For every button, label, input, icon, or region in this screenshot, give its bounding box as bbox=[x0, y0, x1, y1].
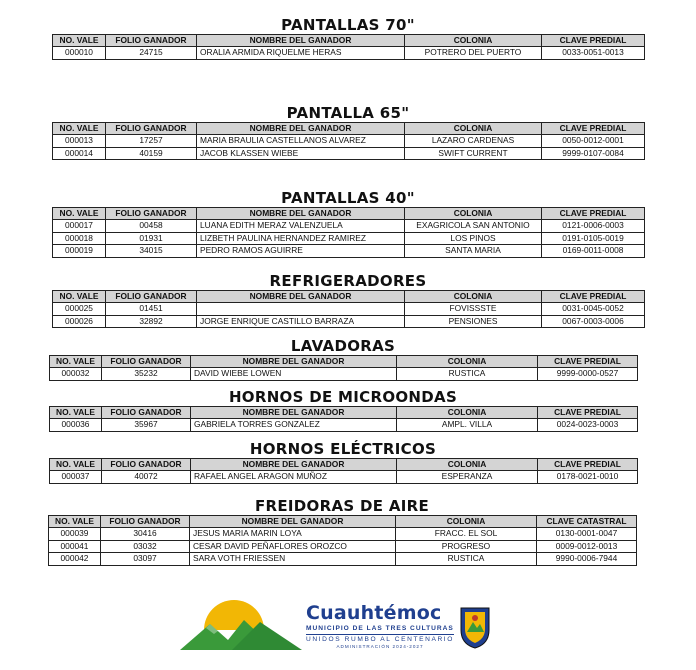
cell-clave: 0067-0003-0006 bbox=[542, 315, 645, 327]
section-freidoras-aire bbox=[48, 497, 636, 566]
cell-no-vale: 000039 bbox=[49, 528, 101, 540]
cell-colonia: ESPERANZA bbox=[397, 471, 538, 483]
cell-no-vale: 000041 bbox=[49, 540, 101, 552]
table-row bbox=[53, 220, 645, 232]
cell-clave: 0009-0012-0013 bbox=[537, 540, 637, 552]
col-header-nombre: NOMBRE DEL GANADOR bbox=[197, 208, 405, 220]
col-header-nombre: NOMBRE DEL GANADOR bbox=[197, 123, 405, 135]
cell-folio: 03032 bbox=[101, 540, 190, 552]
table-row bbox=[49, 540, 637, 552]
col-header-folio: FOLIO GANADOR bbox=[102, 459, 191, 471]
cell-nombre: MARIA BRAULIA CASTELLANOS ALVAREZ bbox=[197, 135, 405, 147]
section-title: LAVADORAS bbox=[290, 337, 396, 355]
col-header-clave: CLAVE PREDIAL bbox=[538, 407, 638, 419]
section-pantallas-40 bbox=[52, 189, 644, 258]
cell-no-vale: 000032 bbox=[50, 368, 102, 380]
col-header-folio: FOLIO GANADOR bbox=[101, 516, 190, 528]
cell-folio: 03097 bbox=[101, 553, 190, 565]
cell-no-vale: 000042 bbox=[49, 553, 101, 565]
cell-clave: 9999-0107-0084 bbox=[542, 147, 645, 159]
cell-no-vale: 000019 bbox=[53, 245, 106, 257]
cell-nombre: JACOB KLASSEN WIEBE bbox=[197, 147, 405, 159]
cell-clave: 0191-0105-0019 bbox=[542, 232, 645, 244]
table-row bbox=[50, 368, 638, 380]
cell-nombre: JESUS MARIA MARIN LOYA bbox=[190, 528, 396, 540]
col-header-folio: FOLIO GANADOR bbox=[106, 35, 197, 47]
table-header-row bbox=[49, 516, 637, 528]
col-header-colonia: COLONIA bbox=[396, 516, 537, 528]
col-header-no-vale: NO. VALE bbox=[50, 459, 102, 471]
cell-no-vale: 000026 bbox=[53, 315, 106, 327]
cell-colonia: POTRERO DEL PUERTO bbox=[405, 47, 542, 59]
cell-colonia: RUSTICA bbox=[396, 553, 537, 565]
cell-no-vale: 000010 bbox=[53, 47, 106, 59]
table-header-row bbox=[50, 356, 638, 368]
col-header-clave: CLAVE PREDIAL bbox=[542, 291, 645, 303]
col-header-clave: CLAVE PREDIAL bbox=[538, 459, 638, 471]
cell-no-vale: 000014 bbox=[53, 147, 106, 159]
winners-table bbox=[52, 122, 645, 160]
cell-clave: 0031-0045-0052 bbox=[542, 303, 645, 315]
section-title: HORNOS ELÉCTRICOS bbox=[249, 440, 437, 458]
col-header-no-vale: NO. VALE bbox=[53, 35, 106, 47]
winners-table bbox=[52, 207, 645, 258]
cell-folio: 24715 bbox=[106, 47, 197, 59]
cell-folio: 40159 bbox=[106, 147, 197, 159]
cell-nombre bbox=[197, 303, 405, 315]
cell-clave: 9999-0000-0527 bbox=[538, 368, 638, 380]
col-header-nombre: NOMBRE DEL GANADOR bbox=[190, 516, 396, 528]
cell-nombre: GABRIELA TORRES GONZALEZ bbox=[191, 419, 397, 431]
col-header-no-vale: NO. VALE bbox=[53, 123, 106, 135]
table-row bbox=[49, 553, 637, 565]
col-header-no-vale: NO. VALE bbox=[50, 407, 102, 419]
section-title: REFRIGERADORES bbox=[269, 272, 427, 290]
table-row bbox=[53, 245, 645, 257]
table-header-row bbox=[50, 407, 638, 419]
cell-clave: 0178-0021-0010 bbox=[538, 471, 638, 483]
cell-clave: 0130-0001-0047 bbox=[537, 528, 637, 540]
winners-table bbox=[52, 290, 645, 328]
cell-nombre: CESAR DAVID PEÑAFLORES OROZCO bbox=[190, 540, 396, 552]
cell-clave: 0033-0051-0013 bbox=[542, 47, 645, 59]
col-header-clave: CLAVE PREDIAL bbox=[538, 356, 638, 368]
col-header-nombre: NOMBRE DEL GANADOR bbox=[191, 459, 397, 471]
cell-no-vale: 000025 bbox=[53, 303, 106, 315]
section-hornos-microondas bbox=[49, 388, 637, 432]
cell-colonia: AMPL. VILLA bbox=[397, 419, 538, 431]
winners-table bbox=[52, 34, 645, 60]
cell-no-vale: 000013 bbox=[53, 135, 106, 147]
col-header-clave: CLAVE CATASTRAL bbox=[537, 516, 637, 528]
table-row bbox=[53, 135, 645, 147]
col-header-colonia: COLONIA bbox=[405, 35, 542, 47]
cell-clave: 0121-0006-0003 bbox=[542, 220, 645, 232]
table-row bbox=[53, 232, 645, 244]
winners-table bbox=[49, 458, 638, 484]
section-title: PANTALLAS 40" bbox=[281, 189, 415, 207]
table-row bbox=[49, 528, 637, 540]
section-pantallas-70 bbox=[52, 16, 644, 60]
cell-nombre: ORALIA ARMIDA RIQUELME HERAS bbox=[197, 47, 405, 59]
section-lavadoras bbox=[49, 337, 637, 381]
cell-colonia: FOVISSSTE bbox=[405, 303, 542, 315]
cell-colonia: LAZARO CARDENAS bbox=[405, 135, 542, 147]
col-header-nombre: NOMBRE DEL GANADOR bbox=[197, 35, 405, 47]
cell-no-vale: 000018 bbox=[53, 232, 106, 244]
col-header-clave: CLAVE PREDIAL bbox=[542, 208, 645, 220]
cell-folio: 01931 bbox=[106, 232, 197, 244]
col-header-no-vale: NO. VALE bbox=[53, 291, 106, 303]
cell-no-vale: 000017 bbox=[53, 220, 106, 232]
mountains-sun-logo-icon bbox=[180, 600, 302, 654]
cell-clave: 0050-0012-0001 bbox=[542, 135, 645, 147]
table-header-row bbox=[53, 208, 645, 220]
table-header-row bbox=[50, 459, 638, 471]
col-header-no-vale: NO. VALE bbox=[50, 356, 102, 368]
cell-colonia: PROGRESO bbox=[396, 540, 537, 552]
cell-folio: 34015 bbox=[106, 245, 197, 257]
cell-no-vale: 000036 bbox=[50, 419, 102, 431]
footer-logo bbox=[180, 598, 500, 658]
brand-administration: ADMINISTRACIÓN 2024-2027 bbox=[336, 644, 424, 649]
brand-slogan: UNIDOS RUMBO AL CENTENARIO bbox=[306, 636, 454, 643]
cell-colonia: SANTA MARIA bbox=[405, 245, 542, 257]
cell-folio: 30416 bbox=[101, 528, 190, 540]
cell-colonia: EXAGRICOLA SAN ANTONIO bbox=[405, 220, 542, 232]
cell-folio: 40072 bbox=[102, 471, 191, 483]
cell-colonia: PENSIONES bbox=[405, 315, 542, 327]
table-header-row bbox=[53, 291, 645, 303]
section-title: HORNOS DE MICROONDAS bbox=[228, 388, 458, 406]
municipal-shield-icon bbox=[458, 604, 492, 650]
brand-block bbox=[306, 602, 454, 649]
cell-nombre: LUANA EDITH MERAZ VALENZUELA bbox=[197, 220, 405, 232]
col-header-colonia: COLONIA bbox=[405, 291, 542, 303]
table-header-row bbox=[53, 123, 645, 135]
col-header-colonia: COLONIA bbox=[397, 407, 538, 419]
section-title: FREIDORAS DE AIRE bbox=[254, 497, 430, 515]
cell-no-vale: 000037 bbox=[50, 471, 102, 483]
cell-nombre: DAVID WIEBE LOWEN bbox=[191, 368, 397, 380]
cell-folio: 00458 bbox=[106, 220, 197, 232]
table-header-row bbox=[53, 35, 645, 47]
cell-clave: 9990-0006-7944 bbox=[537, 553, 637, 565]
cell-folio: 35967 bbox=[102, 419, 191, 431]
cell-nombre: JORGE ENRIQUE CASTILLO BARRAZA bbox=[197, 315, 405, 327]
col-header-no-vale: NO. VALE bbox=[53, 208, 106, 220]
cell-nombre: LIZBETH PAULINA HERNANDEZ RAMIREZ bbox=[197, 232, 405, 244]
col-header-nombre: NOMBRE DEL GANADOR bbox=[191, 407, 397, 419]
col-header-no-vale: NO. VALE bbox=[49, 516, 101, 528]
winners-table bbox=[48, 515, 637, 566]
cell-folio: 32892 bbox=[106, 315, 197, 327]
section-title: PANTALLAS 70" bbox=[281, 16, 415, 34]
brand-subtitle: MUNICIPIO DE LAS TRES CULTURAS bbox=[306, 625, 454, 632]
col-header-colonia: COLONIA bbox=[397, 459, 538, 471]
cell-folio: 01451 bbox=[106, 303, 197, 315]
col-header-folio: FOLIO GANADOR bbox=[106, 208, 197, 220]
col-header-colonia: COLONIA bbox=[405, 208, 542, 220]
table-row bbox=[50, 419, 638, 431]
section-pantalla-65 bbox=[52, 104, 644, 160]
table-row bbox=[50, 471, 638, 483]
col-header-folio: FOLIO GANADOR bbox=[106, 291, 197, 303]
cell-clave: 0169-0011-0008 bbox=[542, 245, 645, 257]
cell-folio: 35232 bbox=[102, 368, 191, 380]
cell-nombre: RAFAEL ANGEL ARAGON MUÑOZ bbox=[191, 471, 397, 483]
cell-clave: 0024-0023-0003 bbox=[538, 419, 638, 431]
table-row bbox=[53, 315, 645, 327]
section-refrigeradores bbox=[52, 272, 644, 328]
col-header-colonia: COLONIA bbox=[405, 123, 542, 135]
section-title: PANTALLA 65" bbox=[286, 104, 410, 122]
col-header-colonia: COLONIA bbox=[397, 356, 538, 368]
cell-nombre: PEDRO RAMOS AGUIRRE bbox=[197, 245, 405, 257]
col-header-folio: FOLIO GANADOR bbox=[106, 123, 197, 135]
winners-table bbox=[49, 355, 638, 381]
col-header-clave: CLAVE PREDIAL bbox=[542, 35, 645, 47]
col-header-folio: FOLIO GANADOR bbox=[102, 407, 191, 419]
col-header-nombre: NOMBRE DEL GANADOR bbox=[197, 291, 405, 303]
cell-folio: 17257 bbox=[106, 135, 197, 147]
col-header-folio: FOLIO GANADOR bbox=[102, 356, 191, 368]
section-hornos-electricos bbox=[49, 440, 637, 484]
brand-name: Cuauhtémoc bbox=[306, 602, 442, 624]
winners-table bbox=[49, 406, 638, 432]
table-row bbox=[53, 303, 645, 315]
cell-nombre: SARA VOTH FRIESSEN bbox=[190, 553, 396, 565]
cell-colonia: SWIFT CURRENT bbox=[405, 147, 542, 159]
cell-colonia: LOS PINOS bbox=[405, 232, 542, 244]
cell-colonia: RUSTICA bbox=[397, 368, 538, 380]
cell-colonia: FRACC. EL SOL bbox=[396, 528, 537, 540]
col-header-clave: CLAVE PREDIAL bbox=[542, 123, 645, 135]
col-header-nombre: NOMBRE DEL GANADOR bbox=[191, 356, 397, 368]
table-row bbox=[53, 47, 645, 59]
table-row bbox=[53, 147, 645, 159]
